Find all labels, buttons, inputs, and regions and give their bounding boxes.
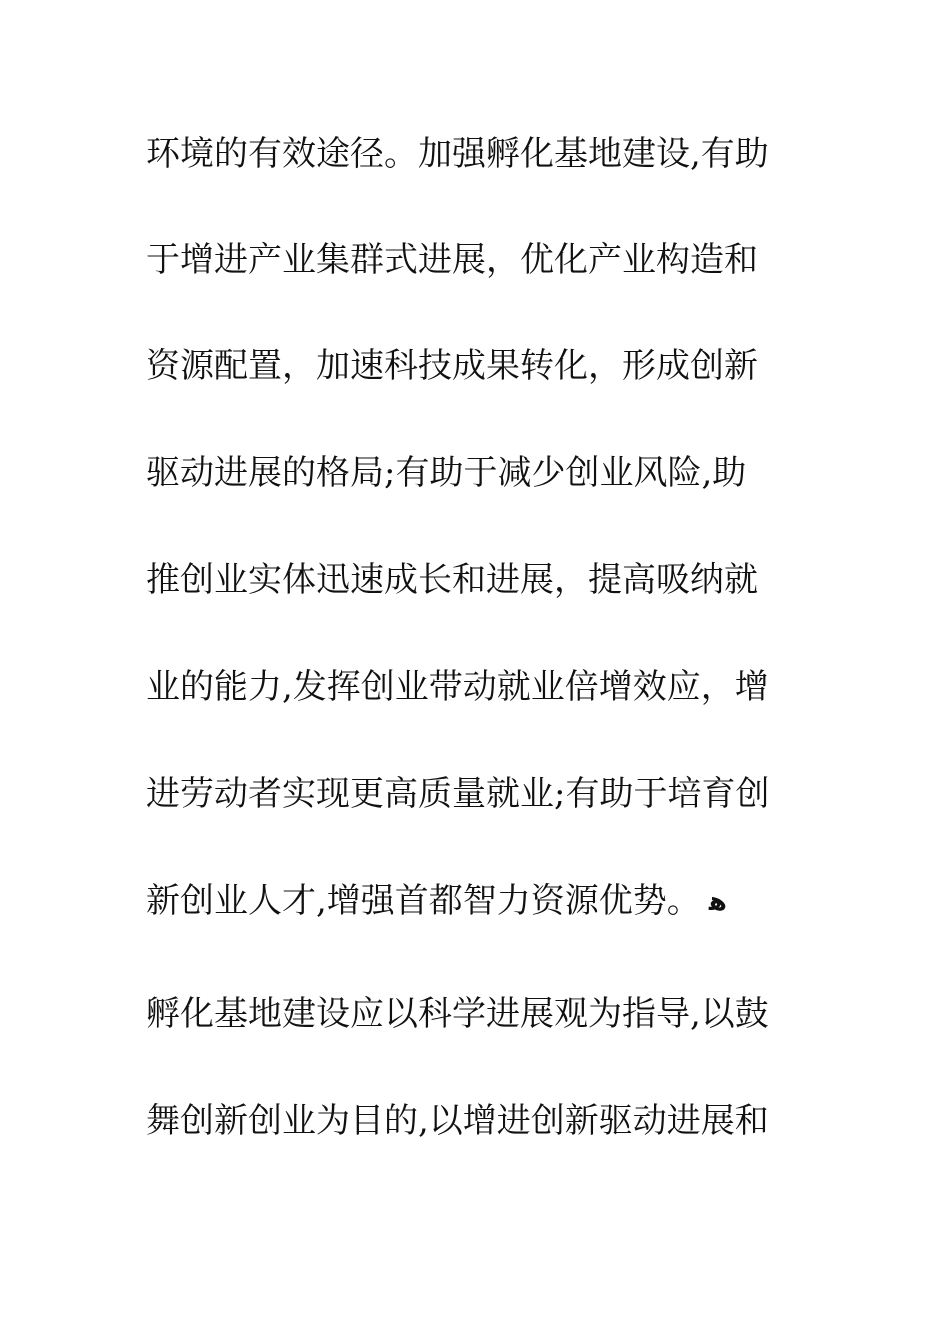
paragraph-line: 进劳动者实现更高质量就业;有助于培育创 [146,774,770,814]
paragraph-line: 于增进产业集群式进展，优化产业构造和 [146,240,758,280]
paragraph-line: 业的能力,发挥创业带动就业倍增效应，增 [146,667,769,707]
paragraph-line: 孵化基地建设应以科学进展观为指导,以鼓 [146,994,769,1034]
paragraph-line: 舞创新创业为目的,以增进创新驱动进展和 [146,1101,769,1141]
paragraph-line: 资源配置，加速科技成果转化，形成创新 [146,346,758,386]
paragraph-end-line [146,877,806,925]
paragraph-line: 推创业实体迅速成长和进展，提高吸纳就 [146,560,758,600]
paragraph-line: 驱动进展的格局;有助于减少创业风险,助 [146,453,747,493]
paragraph-line: 环境的有效途径。加强孵化基地建设,有助 [146,134,769,174]
paragraph-line-text: 新创业人才,增强首都智力资源优势。 [146,881,701,921]
paragraph-end-mark: ﻫ [708,887,727,917]
